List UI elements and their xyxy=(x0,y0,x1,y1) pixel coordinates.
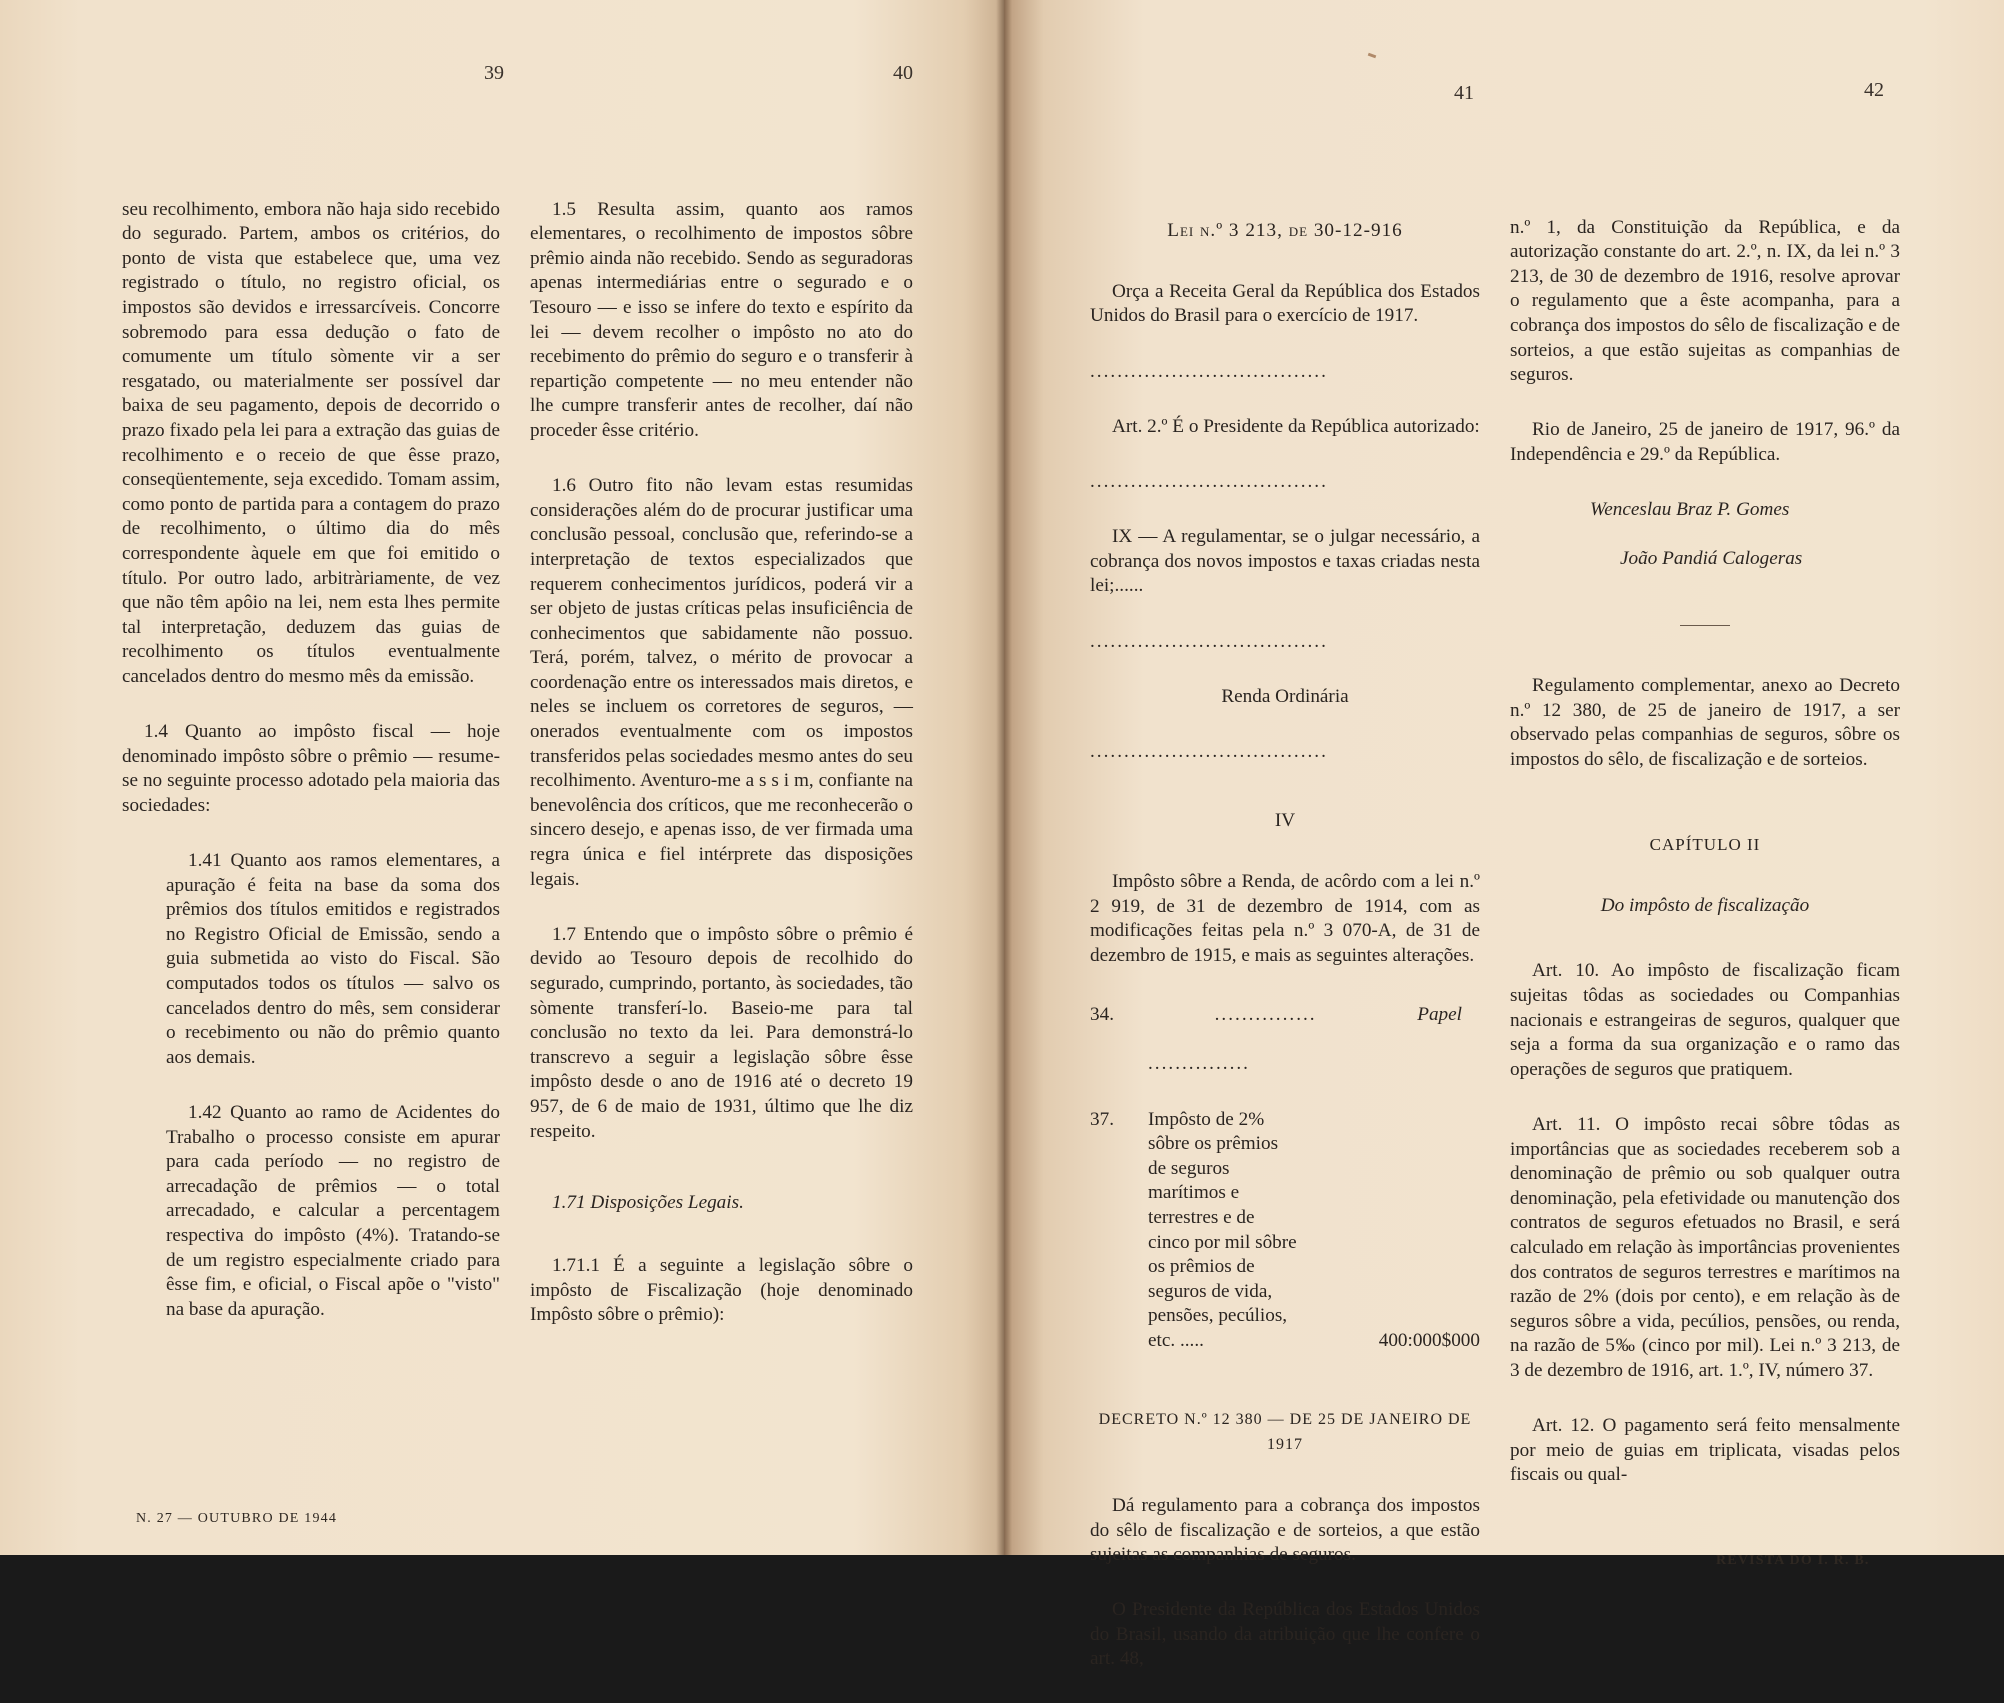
paragraph-1-42: 1.42 Quanto ao ramo de Acidentes do Trabalho o processo consiste em apurar para cada período — no registro de arrecadação de prêmios — o total arrecadado, e calcular a percentagem respectiva do impôsto (4%). Tratando-se de um registro especialmente criado para êsse fim, e oficial, o Fiscal apõe o "visto" na base da apuração. xyxy=(166,1101,500,1320)
page-number-42: 42 xyxy=(1864,79,1884,101)
footer-issue: N. 27 — OUTUBRO DE 1944 xyxy=(136,1511,338,1526)
item-37-amount: 400:000$000 xyxy=(1378,1329,1480,1351)
paragraph-1-7: 1.7 Entendo que o impôsto sôbre o prêmio é devido ao Tesouro depois de recolhido do segurado, cumprindo, portanto, às sociedades, tão sòmente transferí-lo. Baseio-me para tal conclusão no texto da lei. Para demonstrá-lo transcrevo a seguir a legislação sôbre êsse impôsto desde o ano de 1916 até o decreto 19 957, de 6 de maio de 1931, último que lhe diz respeito. xyxy=(530,923,913,1142)
item-37-text: Impôsto de 2% sôbre os prêmios de seguros marítimos e terrestres e de cinco por mil sôbre os prêmios de seguros de vida, pensões, pecúlios, etc. ..... xyxy=(1148,1108,1297,1351)
paragraph-1-71-1: 1.71.1 É a seguinte a legislação sôbre o impôsto de Fiscalização (hoje denominado Impôsto sôbre o prêmio): xyxy=(530,1254,913,1326)
paragraph-president: O Presidente da República dos Estados Unidos do Brasil, usando da atribuição que lhe confere o art. 48, xyxy=(1090,1599,1480,1670)
ellipsis-row: ................................... xyxy=(1090,470,1328,492)
chapter-heading: CAPÍTULO II xyxy=(1649,835,1761,855)
decree-heading: DECRETO N.º 12 380 — DE 25 DE JANEIRO DE 1917 xyxy=(1098,1411,1472,1453)
item-34-dots: ............... xyxy=(1214,1004,1317,1026)
renda-heading: Renda Ordinária xyxy=(1221,685,1349,707)
paragraph: n.º 1, da Constituição da República, e da autorização constante do art. 2.º, n. IX, da lei n.º 3 213, de 30 de dezembro de 1916, resolve aprovar o regulamento que a êste acompanha, para a cobrança dos impostos do sêlo de fiscalização e de sorteios, a que estão sujeitas as companhias de seguros. xyxy=(1510,216,1900,386)
column-page-42 xyxy=(1510,191,1900,1519)
paragraph-decree: Dá regulamento para a cobrança dos impostos do sêlo de fiscalização e de sorteios, a que estão sujeitas as companhias de seguros. xyxy=(1090,1494,1480,1566)
paragraph-imposto: Impôsto sôbre a Renda, de acôrdo com a lei n.º 2 919, de 31 de dezembro de 1914, com as modificações feitas pela n.º 3 070-A, de 31 de dezembro de 1915, e mais as seguintes alterações. xyxy=(1090,871,1480,967)
page-number-41: 41 xyxy=(1454,82,1474,104)
paragraph-art-2: Art. 2.º É o Presidente da República autorizado: xyxy=(1112,415,1480,437)
paragraph-1-41: 1.41 Quanto aos ramos elementares, a apuração é feita na base da soma dos prêmios dos títulos emitidos e registrados no Registro Oficial de Emissão, sendo a guia submetida ao visto do Fiscal. São computados todos os títulos — salvo os cancelados dentro do mês, sem considerar o recebimento ou não do prêmio quanto aos demais. xyxy=(166,850,500,1068)
paragraph-art-12: Art. 12. O pagamento será feito mensalmente por meio de guias em triplicata, visadas pelos fiscais ou qual- xyxy=(1510,1415,1900,1486)
column-page-40 xyxy=(530,173,913,1358)
paragraph: Orça a Receita Geral da República dos Estados Unidos do Brasil para o exercício de 1917. xyxy=(1090,280,1480,327)
column-page-41 xyxy=(1090,194,1480,1703)
paragraph-regulamento: Regulamento complementar, anexo ao Decreto n.º 12 380, de 25 de janeiro de 1917, a ser observado pelas companhias de seguros, sôbre os impostos do sêlo, de fiscalização e de sorteios. xyxy=(1510,675,1900,770)
item-37 xyxy=(1090,1108,1480,1354)
book-gutter xyxy=(996,0,1012,1555)
paragraph: seu recolhimento, embora não haja sido recebido do segurado. Partem, ambos os critérios, do ponto de vista que estabelece que, uma vez registrado o título, no registro oficial, os impostos são devidos e irressarcíveis. Concorre sobremodo para essa dedução o fato de comumente um título sòmente vir a ser resgatado, ou materialmente ser possível dar baixa de seu pagamento, depois de decorrido o prazo fixado pela lei para a extração das guias de recolhimento e o receio de que êsse prazo, conseqüentemente, seja excedido. Tomam assim, como ponto de partida para a contagem do prazo de recolhimento, o último dia do mês correspondente àquele em que foi emitido o título. Por outro lado, arbitràriamente, de vez que não têm apôio na lei, nem esta lhes permite tal interpretação, deduzem das guias de recolhimento os títulos eventualmente cancelados dentro do mesmo mês da emissão. xyxy=(122,198,500,687)
paragraph-1-5: 1.5 Resulta assim, quanto aos ramos elementares, o recolhimento de impostos sôbre prêmio ainda não recebido. Sendo as seguradoras apenas intermediárias entre o segurado e o Tesouro — e isso se infere do texto e espírito da lei — devem recolher o impôsto no ato do recebimento do prêmio do seguro e o transferir à repartição competente — no meu entender não lhe cumpre transferir antes de recolher, daí não proceder êsse critério. xyxy=(530,198,913,441)
paragraph-1-4: 1.4 Quanto ao impôsto fiscal — hoje denominado impôsto sôbre o prêmio — resume-se no seguinte processo adotado pela maioria das sociedades: xyxy=(122,721,500,816)
item-37-number: 37. xyxy=(1090,1108,1114,1130)
divider xyxy=(1680,625,1730,626)
item-34 xyxy=(1090,1003,1480,1028)
paragraph-art-11: Art. 11. O impôsto recai sôbre tôdas as importâncias que as sociedades receberem sob a denominação de prêmio ou sob qualquer outra denominação, pela efetividade ou manutenção dos contratos de seguros efetuados no Brasil, e será calculado em relação às importâncias provenientes dos contratos de seguros terrestres e marítimos na razão de 2% (dois por cento), e em relação às de seguros sôbre a vida, pecúlios, pensões, ou renda, na razão de 5‰ (cinco por mil). Lei n.º 3 213, de 3 de dezembro de 1916, art. 1.º, IV, número 37. xyxy=(1510,1114,1900,1381)
footer-journal: REVISTA DO I. R. B. xyxy=(1716,1553,1870,1568)
item-34-dots-2: ............... xyxy=(1148,1053,1250,1075)
ellipsis-row: ................................... xyxy=(1090,630,1328,652)
paragraph-ix: IX — A regulamentar, se o julgar necessário, a cobrança dos novos impostos e taxas criadas nesta lei;...... xyxy=(1090,526,1480,597)
heading-1-71: 1.71 Disposições Legais. xyxy=(552,1191,744,1213)
page-number-40: 40 xyxy=(893,62,913,84)
law-heading: Lei n.º 3 213, de 30-12-916 xyxy=(1167,219,1403,241)
paragraph-1-6: 1.6 Outro fito não levam estas resumidas considerações além do de procurar justificar uma conclusão pessoal, conclusão que, referindo-se a interpretação de textos especializados que requerem conhecimentos jurídicos, poderá vir a ser objeto de justas críticas pelas insuficiência de conhecimentos que sabidamente não possuo. Terá, porém, talvez, o mérito de provocar a coordenação entre os interessados mais diretos, e neles se incluem os corretores de seguros, — onerados eventualmente com os impostos transferidos pelas sociedades mesmo antes do seu recolhimento. Aventuro-me a s s i m, confiante na benevolência dos críticos, que me reconhecerão o sincero desejo, e apenas isso, de ver firmada uma regra única e fiel intérprete das disposições legais. xyxy=(530,475,913,890)
chapter-title: Do impôsto de fiscalização xyxy=(1600,895,1810,917)
paragraph-date: Rio de Janeiro, 25 de janeiro de 1917, 96.º da Independência e 29.º da República. xyxy=(1510,419,1900,465)
signature-1: Wenceslau Braz P. Gomes xyxy=(1590,499,1790,521)
ellipsis-row: ................................... xyxy=(1090,740,1328,762)
page-number-39: 39 xyxy=(484,62,504,84)
column-page-39 xyxy=(122,173,500,1353)
signature-2: João Pandiá Calogeras xyxy=(1620,548,1803,570)
item-34-number: 34. xyxy=(1090,1004,1114,1026)
paragraph-art-10: Art. 10. Ao impôsto de fiscalização ficam sujeitas tôdas as sociedades ou Companhias nacionais e estrangeiras de seguros, qualquer que seja a forma da sua organização e o ramo das operações de seguros que pratiquem. xyxy=(1510,960,1900,1080)
ellipsis-row: ................................... xyxy=(1090,360,1328,382)
roman-heading: IV xyxy=(1274,810,1296,832)
item-34-label: Papel xyxy=(1417,1004,1462,1026)
